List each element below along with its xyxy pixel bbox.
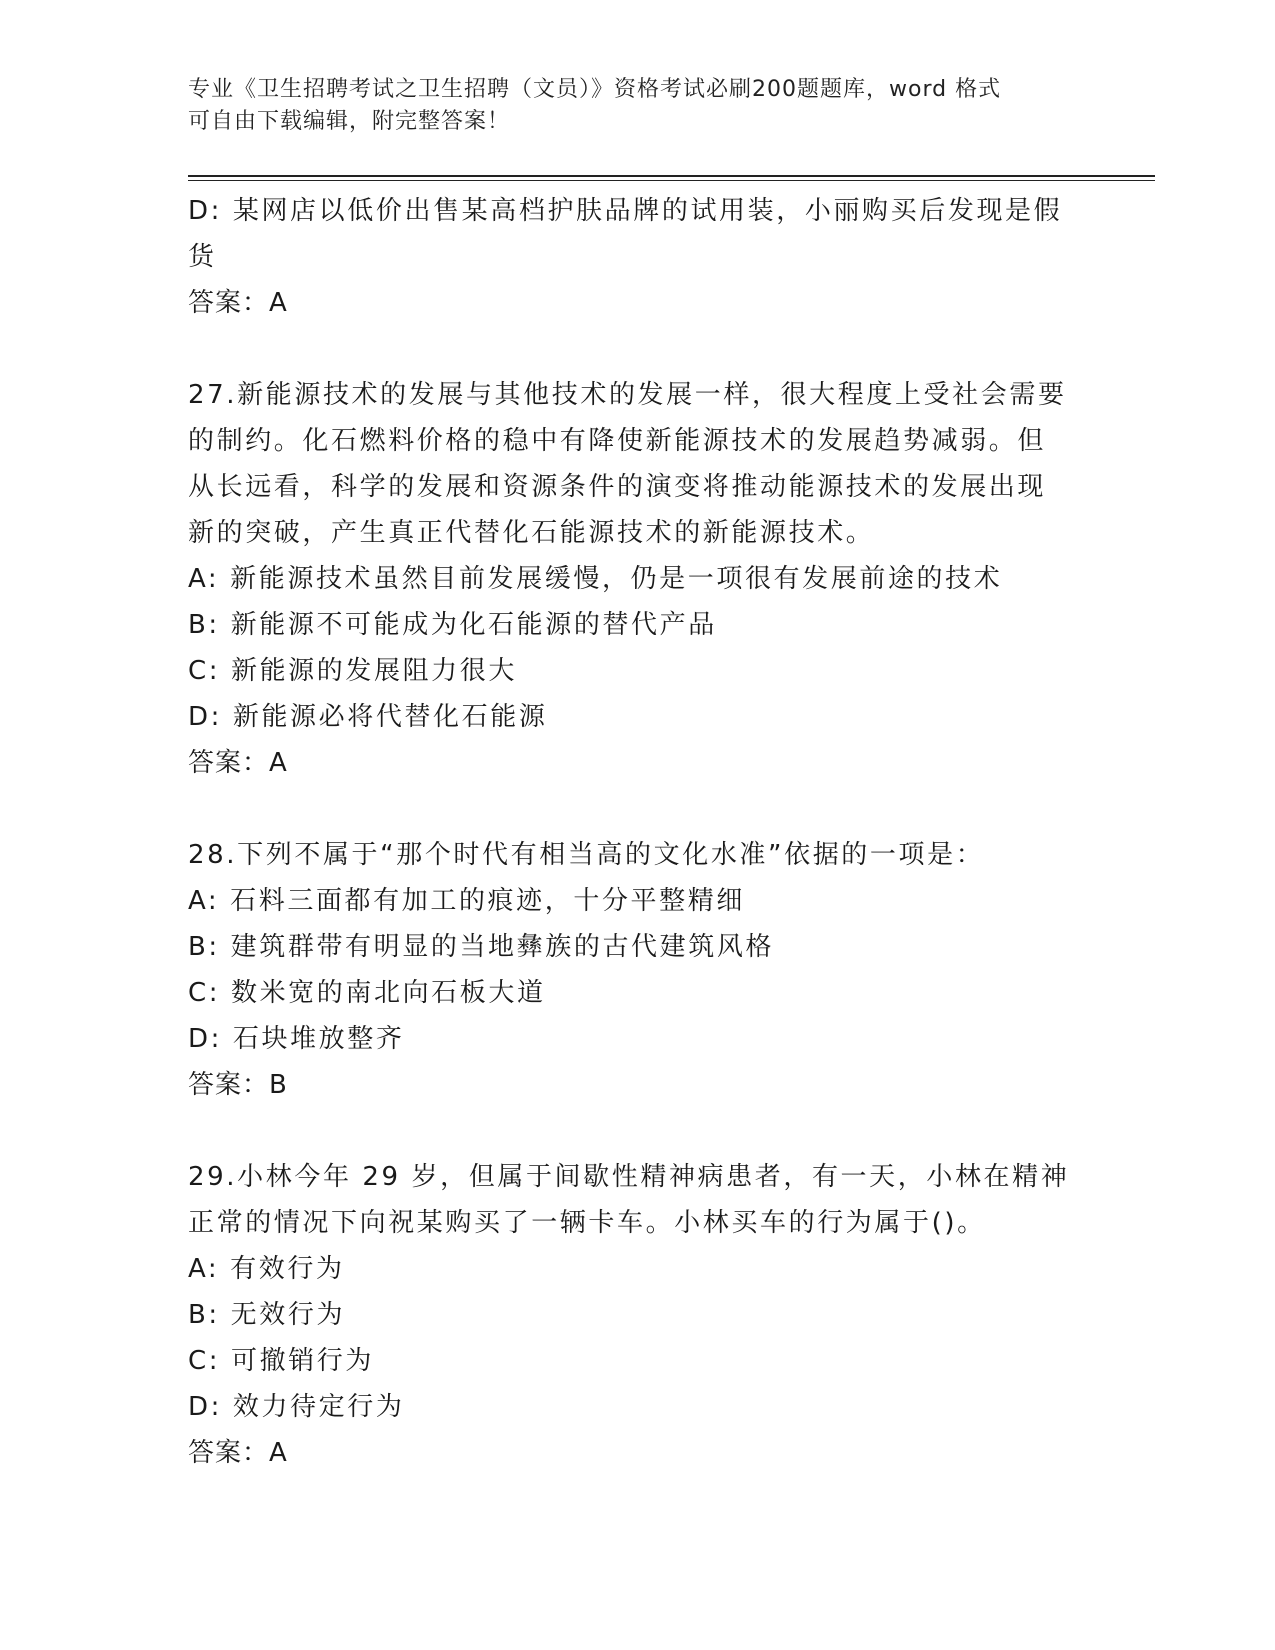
header-divider-thick [188, 175, 1155, 177]
option-a: A: 石料三面都有加工的痕迹，十分平整精细 [188, 886, 745, 916]
option-b: B: 建筑群带有明显的当地彝族的古代建筑风格 [188, 932, 775, 962]
option-b: B: 无效行为 [188, 1300, 346, 1330]
answer-line: 答案：A [188, 288, 288, 318]
question-stem-line: 从长远看，科学的发展和资源条件的演变将推动能源技术的发展出现 [188, 472, 1047, 502]
question-26-tail [188, 188, 1088, 326]
answer-line: 答案：A [188, 748, 288, 778]
question-29 [188, 1154, 1088, 1476]
spacer [188, 326, 1088, 372]
option-b: B: 新能源不可能成为化石能源的替代产品 [188, 610, 717, 640]
header-title-line-1: 专业《卫生招聘考试之卫生招聘（文员）》资格考试必刷200题题库，word 格式 [188, 77, 1002, 102]
question-stem-line: 的制约。化石燃料价格的稳中有降使新能源技术的发展趋势减弱。但 [188, 426, 1047, 456]
answer-line: 答案：A [188, 1438, 288, 1468]
spacer [188, 1108, 1088, 1154]
question-stem-line: 29.小林今年 29 岁，但属于间歇性精神病患者，有一天，小林在精神 [188, 1162, 1070, 1192]
option-c: C: 数米宽的南北向石板大道 [188, 978, 546, 1008]
option-d: D: 石块堆放整齐 [188, 1024, 405, 1054]
question-stem-line: 28.下列不属于“那个时代有相当高的文化水准”依据的一项是： [188, 840, 985, 870]
option-c: C: 可撤销行为 [188, 1346, 374, 1376]
option-d-continued: 货 [188, 242, 217, 272]
page-header [188, 74, 1068, 138]
answer-line: 答案：B [188, 1070, 288, 1100]
option-a: A: 有效行为 [188, 1254, 345, 1284]
question-stem-line: 新的突破，产生真正代替化石能源技术的新能源技术。 [188, 518, 875, 548]
header-divider-thin [188, 180, 1155, 181]
spacer [188, 786, 1088, 832]
question-stem-line: 27.新能源技术的发展与其他技术的发展一样，很大程度上受社会需要 [188, 380, 1067, 410]
header-title-line-2: 可自由下载编辑，附完整答案！ [188, 109, 511, 134]
question-28 [188, 832, 1088, 1108]
question-stem-line: 正常的情况下向祝某购买了一辆卡车。小林买车的行为属于()。 [188, 1208, 986, 1238]
document-body [188, 188, 1088, 1476]
option-c: C: 新能源的发展阻力很大 [188, 656, 517, 686]
option-a: A: 新能源技术虽然目前发展缓慢，仍是一项很有发展前途的技术 [188, 564, 1003, 594]
option-d: D: 效力待定行为 [188, 1392, 405, 1422]
question-27 [188, 372, 1088, 786]
option-d: D: 新能源必将代替化石能源 [188, 702, 548, 732]
option-d: D: 某网店以低价出售某高档护肤品牌的试用装，小丽购买后发现是假 [188, 196, 1063, 226]
